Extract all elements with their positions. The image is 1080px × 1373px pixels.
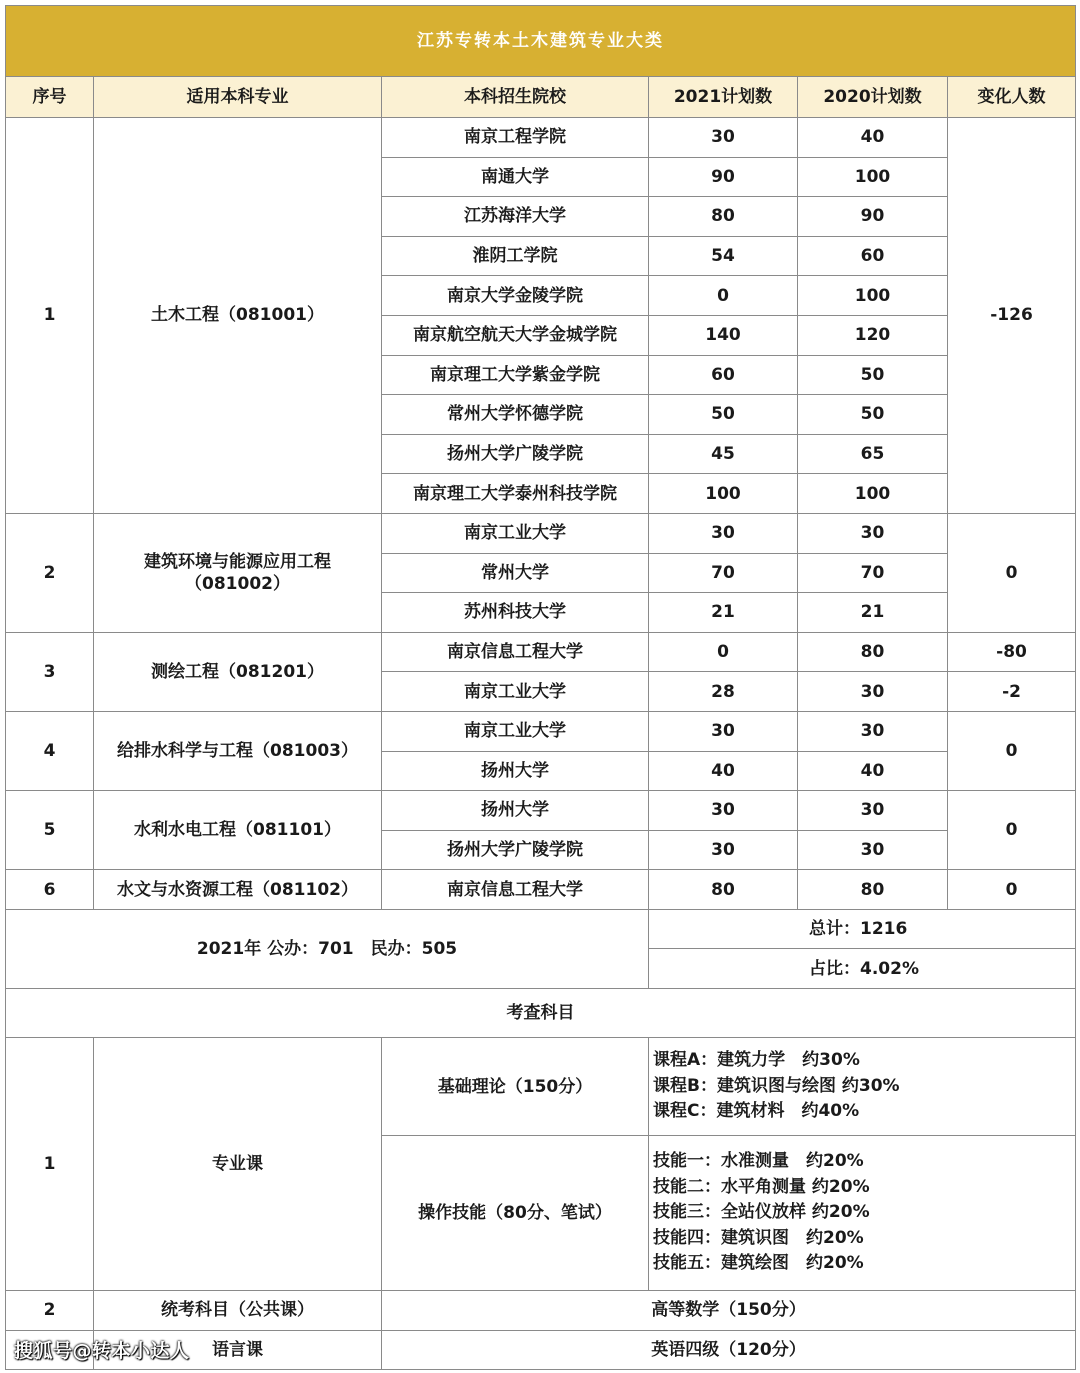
change-cell: -2: [948, 672, 1076, 712]
row-number: 1: [6, 118, 94, 514]
major-cell: 土木工程（081001）: [94, 118, 382, 514]
school-cell: 南京大学金陵学院: [382, 276, 649, 316]
school-cell: 南京工业大学: [382, 672, 649, 712]
school-cell: 南京信息工程大学: [382, 632, 649, 672]
major-cell: 测绘工程（081201）: [94, 632, 382, 711]
row-number: 2: [6, 513, 94, 632]
watermark: 搜狐号@转本小达人: [14, 1340, 190, 1362]
exam-subject: 英语四级（120分）: [382, 1330, 1076, 1370]
school-cell: 江苏海洋大学: [382, 197, 649, 237]
detail-line: 技能二：水平角测量 约20%: [653, 1176, 870, 1197]
plan-2020-cell: 90: [798, 197, 948, 237]
major-cell: 水文与水资源工程（081102）: [94, 870, 382, 910]
plan-2021-cell: 100: [649, 474, 798, 514]
plan-2020-cell: 30: [798, 830, 948, 870]
plan-2021-cell: 30: [649, 830, 798, 870]
plan-2020-cell: 80: [798, 870, 948, 910]
exam-row: [6, 1291, 1076, 1331]
major-cell: 水利水电工程（081101）: [94, 791, 382, 870]
exam-subject: 高等数学（150分）: [382, 1291, 1076, 1331]
plan-2021-cell: 28: [649, 672, 798, 712]
school-cell: 南京工业大学: [382, 711, 649, 751]
plan-2021-cell: 80: [649, 197, 798, 237]
plan-2020-cell: 40: [798, 751, 948, 791]
exam-details: [649, 1038, 1076, 1136]
detail-line: 课程A：建筑力学 约30%: [653, 1050, 860, 1071]
school-cell: 扬州大学: [382, 751, 649, 791]
exam-category: 统考科目（公共课）: [94, 1291, 382, 1331]
change-cell: 0: [948, 711, 1076, 790]
row-number: 2: [6, 1291, 94, 1331]
plan-2020-cell: 60: [798, 236, 948, 276]
school-cell: 南京信息工程大学: [382, 870, 649, 910]
table-row: [6, 632, 1076, 672]
school-cell: 南京理工大学紫金学院: [382, 355, 649, 395]
header-school: 本科招生院校: [382, 77, 649, 118]
header-major: 适用本科专业: [94, 77, 382, 118]
major-cell: 给排水科学与工程（081003）: [94, 711, 382, 790]
plan-2021-cell: 70: [649, 553, 798, 593]
row-number: 4: [6, 711, 94, 790]
exam-category: 专业课: [94, 1038, 382, 1291]
row-number: 5: [6, 791, 94, 870]
plan-2020-cell: 120: [798, 315, 948, 355]
exam-subject: 操作技能（80分、笔试）: [382, 1136, 649, 1291]
school-cell: 常州大学怀德学院: [382, 395, 649, 435]
plan-2021-cell: 50: [649, 395, 798, 435]
plan-2021-cell: 80: [649, 870, 798, 910]
change-cell: -126: [948, 118, 1076, 514]
plan-2020-cell: 70: [798, 553, 948, 593]
plan-2020-cell: 30: [798, 672, 948, 712]
detail-line: 技能四：建筑识图 约20%: [653, 1227, 864, 1248]
detail-line: 技能五：建筑绘图 约20%: [653, 1253, 864, 1274]
table-row: [6, 870, 1076, 910]
school-cell: 南京工程学院: [382, 118, 649, 158]
change-cell: 0: [948, 791, 1076, 870]
plan-2021-cell: 40: [649, 751, 798, 791]
exam-section-title: 考查科目: [6, 989, 1076, 1038]
plan-2021-cell: 60: [649, 355, 798, 395]
plan-2021-cell: 0: [649, 276, 798, 316]
row-number: 6: [6, 870, 94, 910]
plan-2020-cell: 100: [798, 276, 948, 316]
plan-2020-cell: 100: [798, 474, 948, 514]
plan-2021-cell: 0: [649, 632, 798, 672]
plan-2021-cell: 90: [649, 157, 798, 197]
school-cell: 扬州大学广陵学院: [382, 830, 649, 870]
plan-2020-cell: 100: [798, 157, 948, 197]
enrollment-table: [5, 5, 1076, 1370]
public-private-split: 2021年 公办：701 民办：505: [6, 909, 649, 988]
header-2020: 2020计划数: [798, 77, 948, 118]
header-row: [6, 77, 1076, 118]
school-cell: 南通大学: [382, 157, 649, 197]
plan-2020-cell: 80: [798, 632, 948, 672]
plan-2020-cell: 65: [798, 434, 948, 474]
detail-line: 技能三：全站仪放样 约20%: [653, 1202, 870, 1223]
section-row: [6, 989, 1076, 1038]
table-row: [6, 513, 1076, 553]
plan-2021-cell: 30: [649, 711, 798, 751]
plan-2021-cell: 30: [649, 791, 798, 831]
exam-subject: 基础理论（150分）: [382, 1038, 649, 1136]
header-no: 序号: [6, 77, 94, 118]
detail-line: 课程B：建筑识图与绘图 约30%: [653, 1075, 900, 1096]
school-cell: 淮阴工学院: [382, 236, 649, 276]
total-cell: 总计：1216: [649, 909, 1076, 949]
ratio-cell: 占比：4.02%: [649, 949, 1076, 989]
row-number: 1: [6, 1038, 94, 1291]
plan-2021-cell: 54: [649, 236, 798, 276]
table-row: [6, 711, 1076, 751]
table-title: 江苏专转本土木建筑专业大类: [6, 6, 1076, 77]
title-row: [6, 6, 1076, 77]
plan-2020-cell: 40: [798, 118, 948, 158]
plan-2021-cell: 45: [649, 434, 798, 474]
plan-2021-cell: 30: [649, 118, 798, 158]
change-cell: -80: [948, 632, 1076, 672]
change-cell: 0: [948, 870, 1076, 910]
exam-category: 语言课: [94, 1330, 382, 1370]
major-cell: [94, 513, 382, 632]
exam-row: [6, 1038, 1076, 1136]
plan-2021-cell: 30: [649, 513, 798, 553]
table-row: [6, 118, 1076, 158]
major-line: 建筑环境与能源应用工程: [144, 551, 331, 572]
school-cell: 南京理工大学泰州科技学院: [382, 474, 649, 514]
detail-line: 技能一：水准测量 约20%: [653, 1151, 864, 1172]
plan-2020-cell: 50: [798, 395, 948, 435]
plan-2020-cell: 30: [798, 711, 948, 751]
table-row: [6, 791, 1076, 831]
summary-row: [6, 909, 1076, 949]
detail-line: 课程C：建筑材料 约40%: [653, 1101, 860, 1122]
header-change: 变化人数: [948, 77, 1076, 118]
school-cell: 扬州大学广陵学院: [382, 434, 649, 474]
plan-2021-cell: 140: [649, 315, 798, 355]
plan-2020-cell: 30: [798, 791, 948, 831]
major-line: （081002）: [185, 573, 290, 594]
school-cell: 南京航空航天大学金城学院: [382, 315, 649, 355]
school-cell: 苏州科技大学: [382, 593, 649, 633]
change-cell: 0: [948, 513, 1076, 632]
school-cell: 南京工业大学: [382, 513, 649, 553]
exam-details: [649, 1136, 1076, 1291]
school-cell: 常州大学: [382, 553, 649, 593]
plan-2020-cell: 30: [798, 513, 948, 553]
plan-2020-cell: 21: [798, 593, 948, 633]
plan-2021-cell: 21: [649, 593, 798, 633]
row-number: 3: [6, 632, 94, 711]
plan-2020-cell: 50: [798, 355, 948, 395]
header-2021: 2021计划数: [649, 77, 798, 118]
school-cell: 扬州大学: [382, 791, 649, 831]
